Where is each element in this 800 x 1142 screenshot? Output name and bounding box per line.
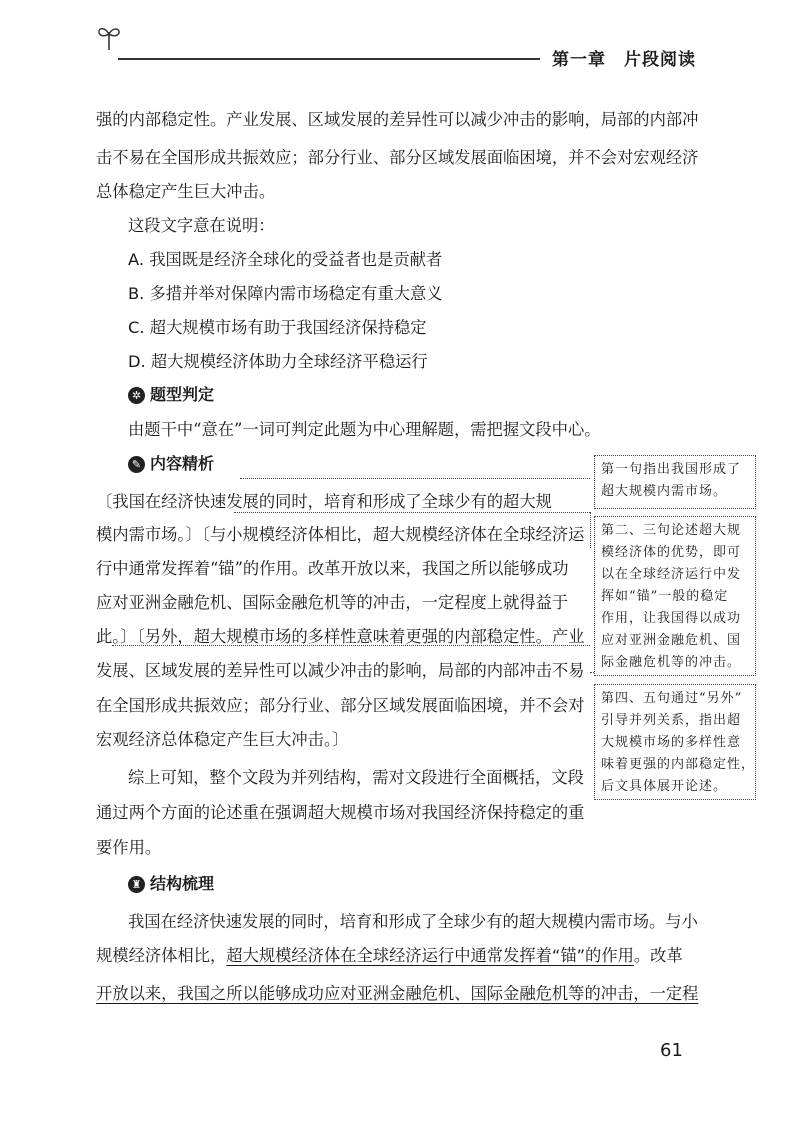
connector-line	[590, 512, 591, 548]
section-title-analysis: 内容精析	[150, 454, 215, 473]
analysis-line: 应对亚洲金融危机、国际金融危机等的冲击，一定程度上就得益于	[96, 593, 569, 612]
analysis-line: 在全国形成共振效应；部分行业、部分区域发展面临困境，并不会对	[96, 696, 585, 715]
connector-line	[234, 512, 590, 513]
structure-line	[96, 946, 683, 966]
summary-line: 综上可知，整个文段为并列结构，需对文段进行全面概括，文段	[128, 768, 584, 787]
structure-text: 规模经济体相比，	[96, 946, 227, 965]
question-stem: 这段文字意在说明：	[128, 216, 275, 235]
connector-line	[240, 478, 590, 479]
underlined-key-sentence: 超大规模经济体在全球经济运行中通常发挥着“锚”的作用	[226, 946, 634, 965]
sprout-logo-icon	[96, 22, 122, 52]
structure-text: 。改革	[633, 946, 683, 965]
page-number: 61	[660, 1040, 683, 1061]
note-line: 作用，让我国得以成功	[601, 611, 742, 626]
summary-line: 通过两个方面的论述重在强调超大规模市场对我国经济保持稳定的重	[96, 803, 585, 822]
note-line: 模经济体的优势，即可	[601, 545, 742, 560]
passage-line: 强的内部稳定性。产业发展、区域发展的差异性可以减少冲击的影响，局部的内部冲	[96, 110, 699, 129]
option-a: A. 我国既是经济全球化的受益者也是贡献者	[128, 250, 443, 269]
side-note-3	[594, 684, 756, 800]
side-note-1	[594, 455, 756, 509]
side-note-2	[594, 516, 756, 676]
option-b: B. 多措并举对保障内需市场稳定有重大意义	[128, 284, 443, 303]
analysis-line: 此。〕〔另外，超大规模市场的多样性意味着更强的内部稳定性。产业	[96, 627, 585, 646]
note-line: 后文具体展开论述。	[601, 779, 728, 794]
structure-line: 开放以来，我国之所以能够成功应对亚洲金融危机、国际金融危机等的冲击，一定程	[96, 984, 699, 1003]
note-line: 第四、五句通过“另外”	[601, 691, 743, 706]
section-title-structure: 结构梳理	[150, 874, 215, 893]
analysis-line: 行中通常发挥着“锚”的作用。改革开放以来，我国之所以能够成功	[96, 559, 569, 578]
note-line: 大规模市场的多样性意	[601, 735, 742, 750]
option-c: C. 超大规模市场有助于我国经济保持稳定	[128, 318, 427, 337]
note-line: 际金融危机等的冲击。	[601, 655, 742, 670]
analysis-line: 宏观经济总体稳定产生巨大冲击。〕	[96, 730, 349, 749]
chapter-title: 第一章 片段阅读	[552, 50, 696, 70]
analysis-line: 模内需市场。〕〔与小规模经济体相比，超大规模经济体在全球经济运	[96, 525, 585, 544]
option-d: D. 超大规模经济体助力全球经济平稳运行	[128, 352, 428, 371]
analysis-line: 〔我国在经济快速发展的同时，培育和形成了全球少有的超大规	[96, 492, 552, 511]
analysis-line: 发展、区域发展的差异性可以减少冲击的影响，局部的内部冲击不易	[96, 661, 585, 680]
structure-icon: ♜	[128, 876, 145, 893]
header-rule	[118, 58, 540, 60]
note-line: 超大规模内需市场。	[601, 484, 728, 499]
gear-icon: ✲	[128, 387, 145, 404]
note-line: 应对亚洲金融危机、国	[601, 633, 742, 648]
structure-line: 我国在经济快速发展的同时，培育和形成了全球少有的超大规模内需市场。与小	[128, 912, 698, 931]
note-line: 味着更强的内部稳定性，	[601, 757, 756, 772]
note-line: 挥如“锚”一般的稳定	[601, 589, 729, 604]
section-title-type: 题型判定	[150, 385, 215, 404]
passage-line: 击不易在全国形成共振效应；部分行业、部分区域发展面临困境，并不会对宏观经济	[96, 148, 699, 167]
note-line: 以在全球经济运行中发	[601, 567, 742, 582]
note-line: 第二、三句论述超大规	[601, 523, 742, 538]
pen-icon: ✎	[128, 456, 145, 473]
passage-line: 总体稳定产生巨大冲击。	[96, 182, 276, 201]
note-line: 引导并列关系，指出超	[601, 713, 742, 728]
summary-line: 要作用。	[96, 838, 162, 857]
type-judgement-text: 由题干中“意在”一词可判定此题为中心理解题，需把握文段中心。	[128, 420, 601, 439]
note-line: 第一句指出我国形成了	[601, 462, 742, 477]
